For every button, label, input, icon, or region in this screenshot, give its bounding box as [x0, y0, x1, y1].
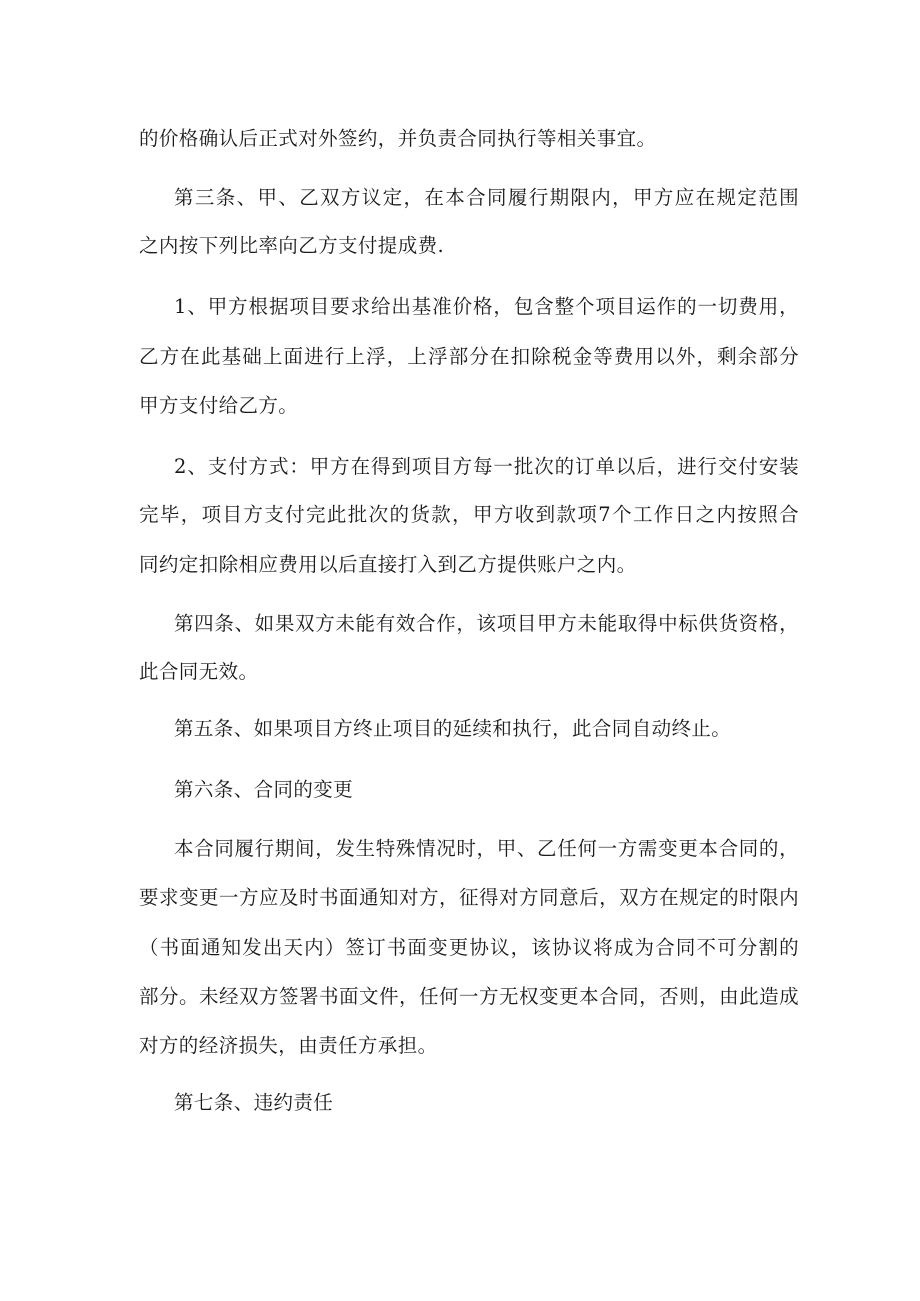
- article-4-line-2: 此合同无效。: [139, 660, 259, 683]
- article-6-line-2: 要求变更一方应及时书面通知对方，征得对方同意后，双方在规定的时限内: [139, 886, 799, 909]
- clause-2-line-3: 同约定扣除相应费用以后直接打入到乙方提供账户之内。: [139, 553, 637, 576]
- article-7-heading: 第七条、违约责任: [174, 1091, 334, 1114]
- clause-2-line-2: 完毕，项目方支付完此批次的货款，甲方收到款项7个工作日之内按照合: [139, 503, 799, 526]
- article-4-line-1: 第四条、如果双方未能有效合作，该项目甲方未能取得中标供货资格，: [174, 612, 799, 635]
- article-6-line-4: 部分。未经双方签署书面文件，任何一方无权变更本合同，否则，由此造成: [139, 985, 799, 1008]
- clause-1-line-2: 乙方在此基础上面进行上浮，上浮部分在扣除税金等费用以外，剩余部分: [139, 345, 799, 368]
- article-6-heading: 第六条、合同的变更: [174, 778, 354, 801]
- article-6-line-5: 对方的经济损失，由责任方承担。: [139, 1034, 438, 1057]
- article-6-line-1: 本合同履行期间，发生特殊情况时，甲、乙任何一方需变更本合同的，: [174, 837, 799, 860]
- clause-2-line-1: 2、支付方式：甲方在得到项目方每一批次的订单以后，进行交付安装: [174, 455, 799, 478]
- paragraph-continuation: 的价格确认后正式对外签约，并负责合同执行等相关事宜。: [139, 127, 657, 150]
- clause-1-line-1: 1、甲方根据项目要求给出基准价格，包含整个项目运作的一切费用，: [174, 295, 799, 318]
- clause-1-line-3: 甲方支付给乙方。: [139, 394, 299, 417]
- article-5: 第五条、如果项目方终止项目的延续和执行，此合同自动终止。: [174, 717, 732, 740]
- article-3-line-2: 之内按下列比率向乙方支付提成费.: [139, 234, 445, 257]
- article-6-line-3: （书面通知发出天内）签订书面变更协议，该协议将成为合同不可分割的: [139, 936, 799, 959]
- article-3-line-1: 第三条、甲、乙双方议定，在本合同履行期限内，甲方应在规定范围: [174, 186, 799, 209]
